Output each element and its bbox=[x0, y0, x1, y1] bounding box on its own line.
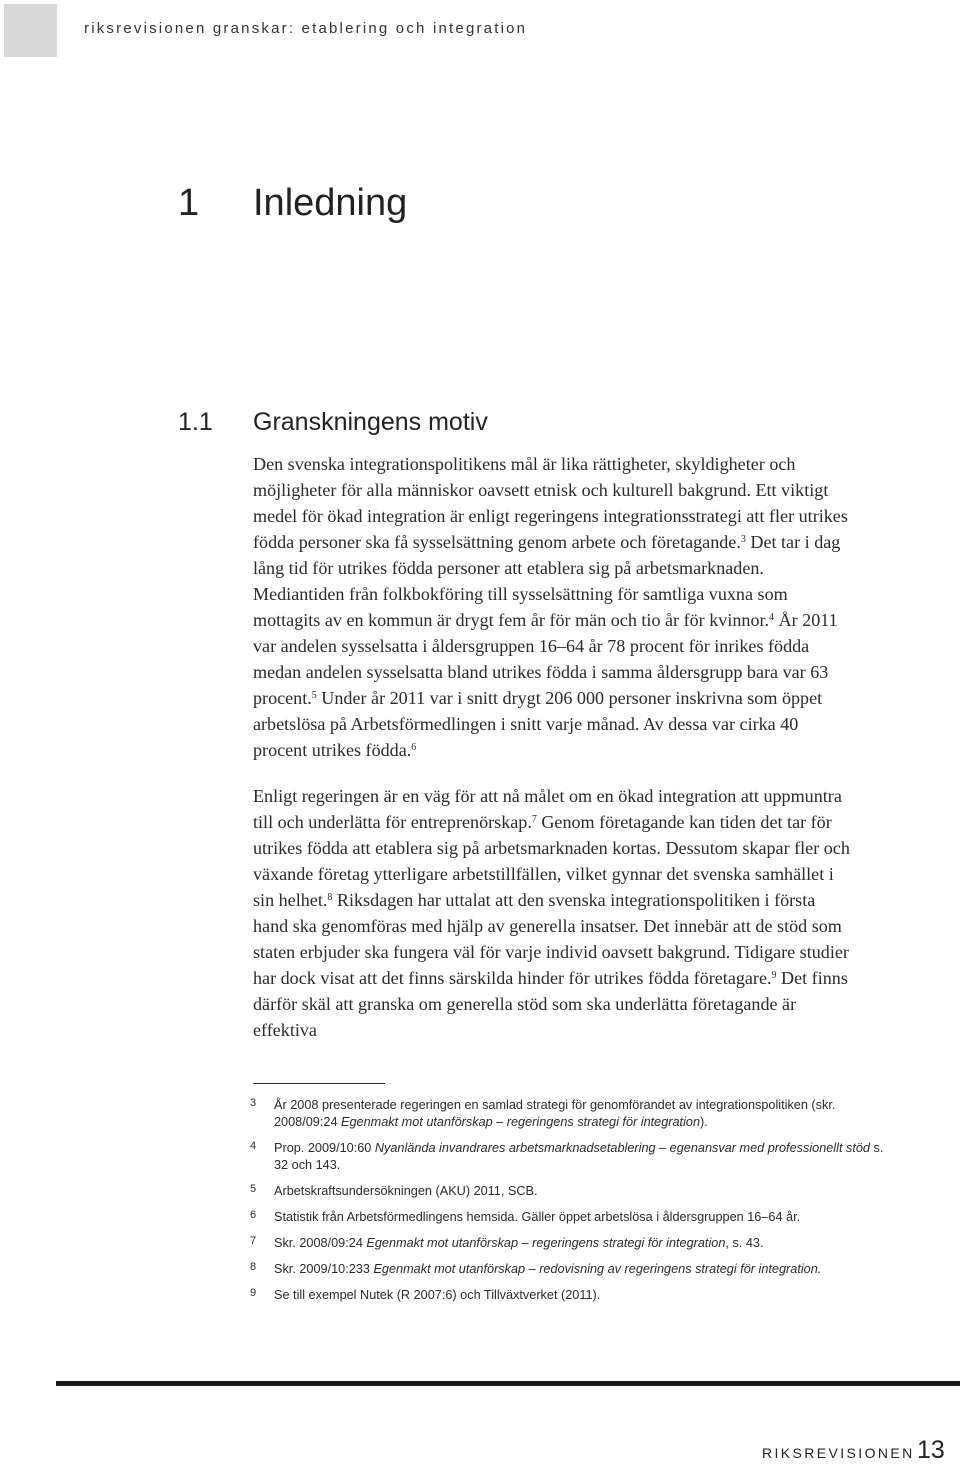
text-run: Enligt regeringen är en väg för att nå målet om en ökad integration att uppmuntra till och underlätta för entreprenörskap. bbox=[253, 786, 842, 832]
footnote-italic-title: Egenmakt mot utanförskap – redovisning av regeringens strategi för integration. bbox=[373, 1262, 822, 1276]
footnote-text-run: Prop. 2009/10:60 bbox=[274, 1141, 375, 1155]
text-run: Det finns därför skäl att granska om generella stöd som ska underlätta företagande är effektiva bbox=[253, 968, 848, 1040]
footnote-3 bbox=[250, 1097, 890, 1131]
footnote-number: 3 bbox=[250, 1097, 257, 1109]
footnote-text bbox=[274, 1140, 890, 1174]
page-number: 13 bbox=[917, 1436, 945, 1464]
footnote-5 bbox=[250, 1183, 890, 1200]
text-run: År 2011 var andelen sysselsatta i åldersgruppen 16–64 år 78 procent för inrikes födda medan andelen sysselsatta bland utrikes födda i samma åldersgrupp bara var 63 procent. bbox=[253, 610, 838, 708]
footnote-ref-5[interactable]: 5 bbox=[311, 690, 317, 701]
footnote-text-run: Skr. 2008/09:24 bbox=[274, 1236, 367, 1250]
footnotes bbox=[250, 1097, 890, 1313]
footnote-4 bbox=[250, 1140, 890, 1174]
chapter-title-text: Inledning bbox=[253, 182, 408, 224]
footnote-italic-title: Egenmakt mot utanförskap – regeringens strategi för integration bbox=[341, 1115, 701, 1129]
section-title-text: Granskningens motiv bbox=[253, 408, 488, 436]
footnote-9 bbox=[250, 1287, 890, 1304]
body-paragraph-2 bbox=[253, 783, 853, 1043]
footnote-divider bbox=[253, 1083, 385, 1084]
text-run: Under år 2011 var i snitt drygt 206 000 personer inskrivna som öppet arbetslösa på Arbetsförmedlingen i snitt varje månad. Av dessa var cirka 40 procent utrikes födda. bbox=[253, 688, 823, 760]
footnote-ref-9[interactable]: 9 bbox=[771, 970, 777, 981]
chapter-title bbox=[178, 182, 407, 225]
body-paragraph-1 bbox=[253, 451, 853, 763]
footnote-text-run: , s. 43. bbox=[725, 1236, 764, 1250]
text-run: Den svenska integrationspolitikens mål är lika rättigheter, skyldigheter och möjligheter för alla människor oavsett etnisk och kulturell bakgrund. Ett viktigt medel för ökad integration är enligt regeringens integrationsstrategi att fler utrikes födda personer ska få sysselsättning genom arbete och företagande. bbox=[253, 454, 848, 552]
footer-brand: RIKSREVISIONEN bbox=[762, 1445, 915, 1461]
footnote-italic-title: Egenmakt mot utanförskap – regeringens strategi för integration bbox=[366, 1236, 726, 1250]
footnote-text-run: s. 32 och 143. bbox=[274, 1141, 884, 1172]
footer-rule bbox=[56, 1381, 960, 1386]
footnote-ref-7[interactable]: 7 bbox=[531, 814, 537, 825]
footnote-number: 5 bbox=[250, 1183, 257, 1195]
footnote-ref-8[interactable]: 8 bbox=[327, 892, 333, 903]
running-header: riksrevisionen granskar: etablering och integration bbox=[84, 20, 528, 37]
footnote-number: 6 bbox=[250, 1209, 257, 1221]
text-run: Genom företagande kan tiden det tar för utrikes födda att etablera sig på arbetsmarknaden kortas. Dessutom skapar fler och växande företag ytterligare arbetstillfällen, vilket gynnar det svenska samhället i sin helhet. bbox=[253, 812, 850, 910]
footnote-6 bbox=[250, 1209, 890, 1226]
footnote-text-run: Arbetskraftsundersökningen (AKU) 2011, SCB. bbox=[274, 1184, 538, 1198]
footnote-number: 7 bbox=[250, 1235, 257, 1247]
footnote-text bbox=[274, 1235, 890, 1252]
footnote-text-run: År 2008 presenterade regeringen en samlad strategi för genomförandet av integrationspolitiken (skr. 2008/09:24 bbox=[274, 1098, 836, 1129]
footnote-text bbox=[274, 1183, 890, 1200]
chapter-number: 1 bbox=[178, 182, 200, 224]
footnote-text-run: Se till exempel Nutek (R 2007:6) och Tillväxtverket (2011). bbox=[274, 1288, 601, 1302]
section-number: 1.1 bbox=[178, 408, 213, 436]
section-title bbox=[178, 408, 488, 437]
footnote-text bbox=[274, 1287, 890, 1304]
footnote-7 bbox=[250, 1235, 890, 1252]
footnote-text-run: Skr. 2009/10:233 bbox=[274, 1262, 374, 1276]
text-run: Det tar i dag lång tid för utrikes födda personer att etablera sig på arbetsmarknaden. Mediantiden från folkbokföring till sysselsättning för samtliga vuxna som mottagits av en kommun är drygt fem år för män och tio år för kvinnor. bbox=[253, 532, 841, 630]
footnote-8 bbox=[250, 1261, 890, 1278]
footnote-text bbox=[274, 1097, 890, 1131]
footnote-text-run: Statistik från Arbetsförmedlingens hemsida. Gäller öppet arbetslösa i åldersgruppen 16–64 år. bbox=[274, 1210, 801, 1224]
footnote-ref-3[interactable]: 3 bbox=[740, 534, 746, 545]
corner-marker bbox=[4, 4, 57, 57]
footnote-text bbox=[274, 1261, 890, 1278]
footnote-ref-6[interactable]: 6 bbox=[411, 742, 417, 753]
footnote-number: 4 bbox=[250, 1140, 257, 1152]
footnote-text-run: ). bbox=[700, 1115, 708, 1129]
footnote-italic-title: Nyanlända invandrares arbetsmarknadsetablering – egenansvar med professionellt stöd bbox=[374, 1141, 870, 1155]
footnote-text bbox=[274, 1209, 890, 1226]
footnote-number: 8 bbox=[250, 1261, 257, 1273]
text-run: Riksdagen har uttalat att den svenska integrationspolitiken i första hand ska genomföras med hjälp av generella insatser. Det innebär att de stöd som staten erbjuder ska fungera väl för varje individ oavsett bakgrund. Tidigare studier har dock visat att det finns särskilda hinder för utrikes födda företagare. bbox=[253, 890, 849, 988]
footnote-number: 9 bbox=[250, 1287, 257, 1299]
footnote-ref-4[interactable]: 4 bbox=[769, 612, 775, 623]
